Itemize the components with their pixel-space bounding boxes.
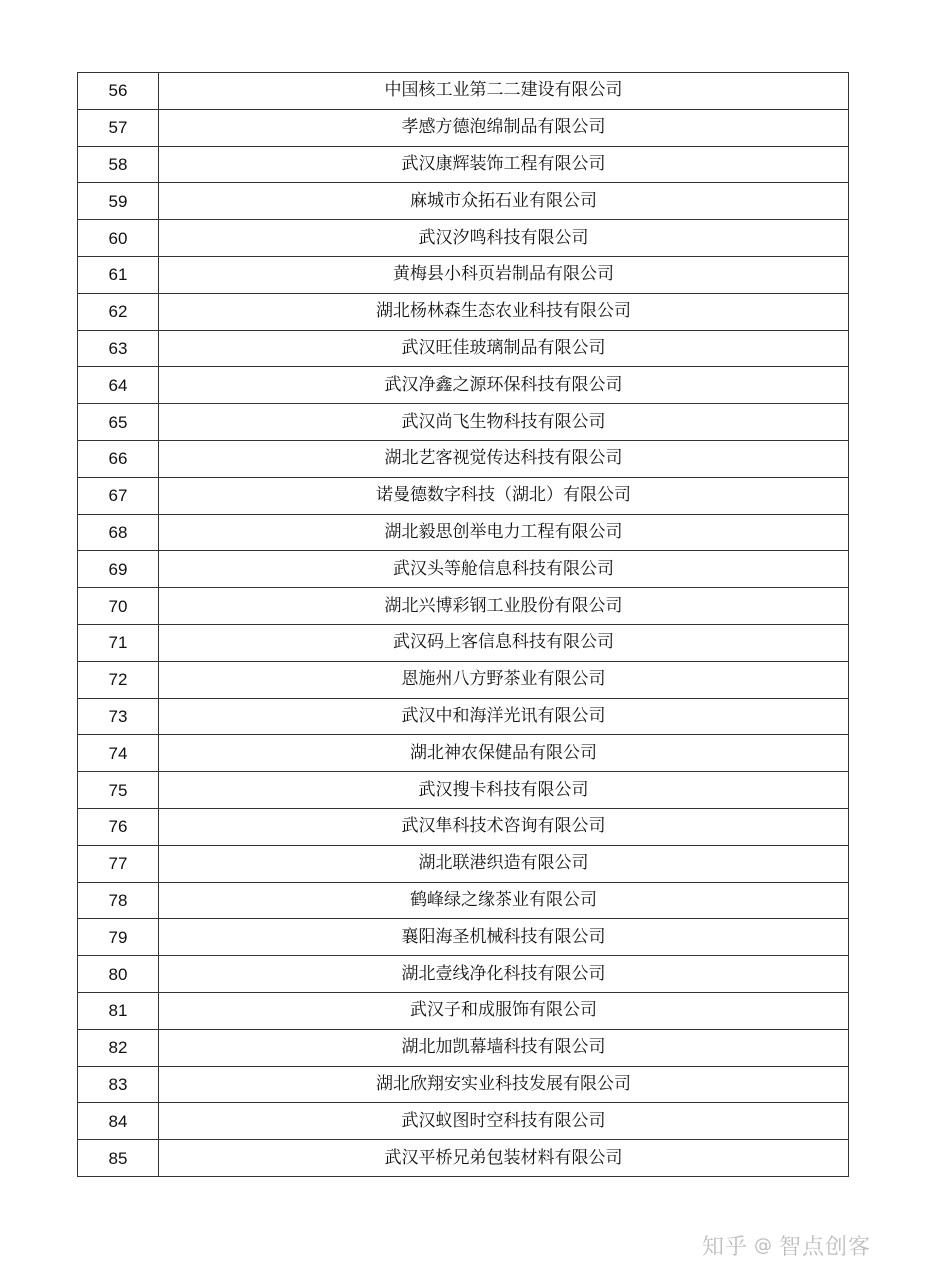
row-number-cell: 85 — [78, 1140, 159, 1177]
row-number-cell: 69 — [78, 551, 159, 588]
table-row — [78, 514, 849, 551]
company-name-cell: 湖北艺客视觉传达科技有限公司 — [159, 440, 849, 477]
table-row — [78, 1140, 849, 1177]
row-number-cell: 57 — [78, 109, 159, 146]
table-row — [78, 256, 849, 293]
table-row — [78, 1103, 849, 1140]
table-row — [78, 956, 849, 993]
row-number-cell: 73 — [78, 698, 159, 735]
row-number-cell: 70 — [78, 588, 159, 625]
row-number-cell: 59 — [78, 183, 159, 220]
company-name-cell: 黄梅县小科页岩制品有限公司 — [159, 256, 849, 293]
company-name-cell: 湖北壹线净化科技有限公司 — [159, 956, 849, 993]
company-name-cell: 武汉蚁图时空科技有限公司 — [159, 1103, 849, 1140]
row-number-cell: 67 — [78, 477, 159, 514]
company-name-cell: 武汉净鑫之源环保科技有限公司 — [159, 367, 849, 404]
table-row — [78, 146, 849, 183]
company-name-cell: 武汉尚飞生物科技有限公司 — [159, 404, 849, 441]
row-number-cell: 79 — [78, 919, 159, 956]
company-name-cell: 湖北神农保健品有限公司 — [159, 735, 849, 772]
table-row — [78, 404, 849, 441]
company-name-cell: 诺曼德数字科技（湖北）有限公司 — [159, 477, 849, 514]
table-row — [78, 440, 849, 477]
table-row — [78, 1066, 849, 1103]
table-row — [78, 808, 849, 845]
row-number-cell: 66 — [78, 440, 159, 477]
company-name-cell: 武汉头等舱信息科技有限公司 — [159, 551, 849, 588]
row-number-cell: 76 — [78, 808, 159, 845]
table-row — [78, 882, 849, 919]
company-name-cell: 武汉搜卡科技有限公司 — [159, 772, 849, 809]
company-name-cell: 武汉康辉装饰工程有限公司 — [159, 146, 849, 183]
company-name-cell: 湖北欣翔安实业科技发展有限公司 — [159, 1066, 849, 1103]
table-row — [78, 73, 849, 110]
row-number-cell: 71 — [78, 624, 159, 661]
watermark-platform: 知乎 — [702, 1234, 749, 1260]
table-row — [78, 293, 849, 330]
table-row — [78, 367, 849, 404]
company-name-cell: 孝感方德泡绵制品有限公司 — [159, 109, 849, 146]
table-row — [78, 183, 849, 220]
row-number-cell: 80 — [78, 956, 159, 993]
row-number-cell: 63 — [78, 330, 159, 367]
company-name-cell: 鹤峰绿之缘茶业有限公司 — [159, 882, 849, 919]
row-number-cell: 77 — [78, 845, 159, 882]
row-number-cell: 58 — [78, 146, 159, 183]
row-number-cell: 75 — [78, 772, 159, 809]
table-row — [78, 220, 849, 257]
company-name-cell: 武汉汐鸣科技有限公司 — [159, 220, 849, 257]
row-number-cell: 82 — [78, 1029, 159, 1066]
company-name-cell: 湖北兴博彩钢工业股份有限公司 — [159, 588, 849, 625]
table-row — [78, 624, 849, 661]
table-row — [78, 772, 849, 809]
company-name-cell: 湖北杨林森生态农业科技有限公司 — [159, 293, 849, 330]
row-number-cell: 65 — [78, 404, 159, 441]
table-row — [78, 661, 849, 698]
company-name-cell: 武汉隼科技术咨询有限公司 — [159, 808, 849, 845]
row-number-cell: 68 — [78, 514, 159, 551]
company-name-cell: 武汉中和海洋光讯有限公司 — [159, 698, 849, 735]
company-name-cell: 中国核工业第二二建设有限公司 — [159, 73, 849, 110]
table-row — [78, 551, 849, 588]
company-list-table — [77, 72, 849, 1177]
row-number-cell: 60 — [78, 220, 159, 257]
company-name-cell: 湖北毅思创举电力工程有限公司 — [159, 514, 849, 551]
table-row — [78, 845, 849, 882]
row-number-cell: 84 — [78, 1103, 159, 1140]
table-row — [78, 588, 849, 625]
row-number-cell: 74 — [78, 735, 159, 772]
zhihu-watermark — [702, 1230, 871, 1260]
table-row — [78, 1029, 849, 1066]
company-name-cell: 湖北联港织造有限公司 — [159, 845, 849, 882]
row-number-cell: 61 — [78, 256, 159, 293]
company-name-cell: 湖北加凯幕墙科技有限公司 — [159, 1029, 849, 1066]
company-name-cell: 麻城市众拓石业有限公司 — [159, 183, 849, 220]
watermark-author: 智点创客 — [779, 1234, 872, 1260]
company-name-cell: 武汉子和成服饰有限公司 — [159, 992, 849, 1029]
table-row — [78, 477, 849, 514]
table-row — [78, 330, 849, 367]
table-row — [78, 992, 849, 1029]
table-row — [78, 109, 849, 146]
row-number-cell: 72 — [78, 661, 159, 698]
table-row — [78, 735, 849, 772]
row-number-cell: 62 — [78, 293, 159, 330]
row-number-cell: 56 — [78, 73, 159, 110]
row-number-cell: 81 — [78, 992, 159, 1029]
table-row — [78, 698, 849, 735]
table-row — [78, 919, 849, 956]
company-name-cell: 恩施州八方野茶业有限公司 — [159, 661, 849, 698]
watermark-separator: @ — [754, 1234, 774, 1256]
company-name-cell: 襄阳海圣机械科技有限公司 — [159, 919, 849, 956]
company-list-body — [78, 73, 849, 1177]
company-name-cell: 武汉旺佳玻璃制品有限公司 — [159, 330, 849, 367]
row-number-cell: 64 — [78, 367, 159, 404]
row-number-cell: 78 — [78, 882, 159, 919]
company-name-cell: 武汉平桥兄弟包装材料有限公司 — [159, 1140, 849, 1177]
row-number-cell: 83 — [78, 1066, 159, 1103]
company-name-cell: 武汉码上客信息科技有限公司 — [159, 624, 849, 661]
